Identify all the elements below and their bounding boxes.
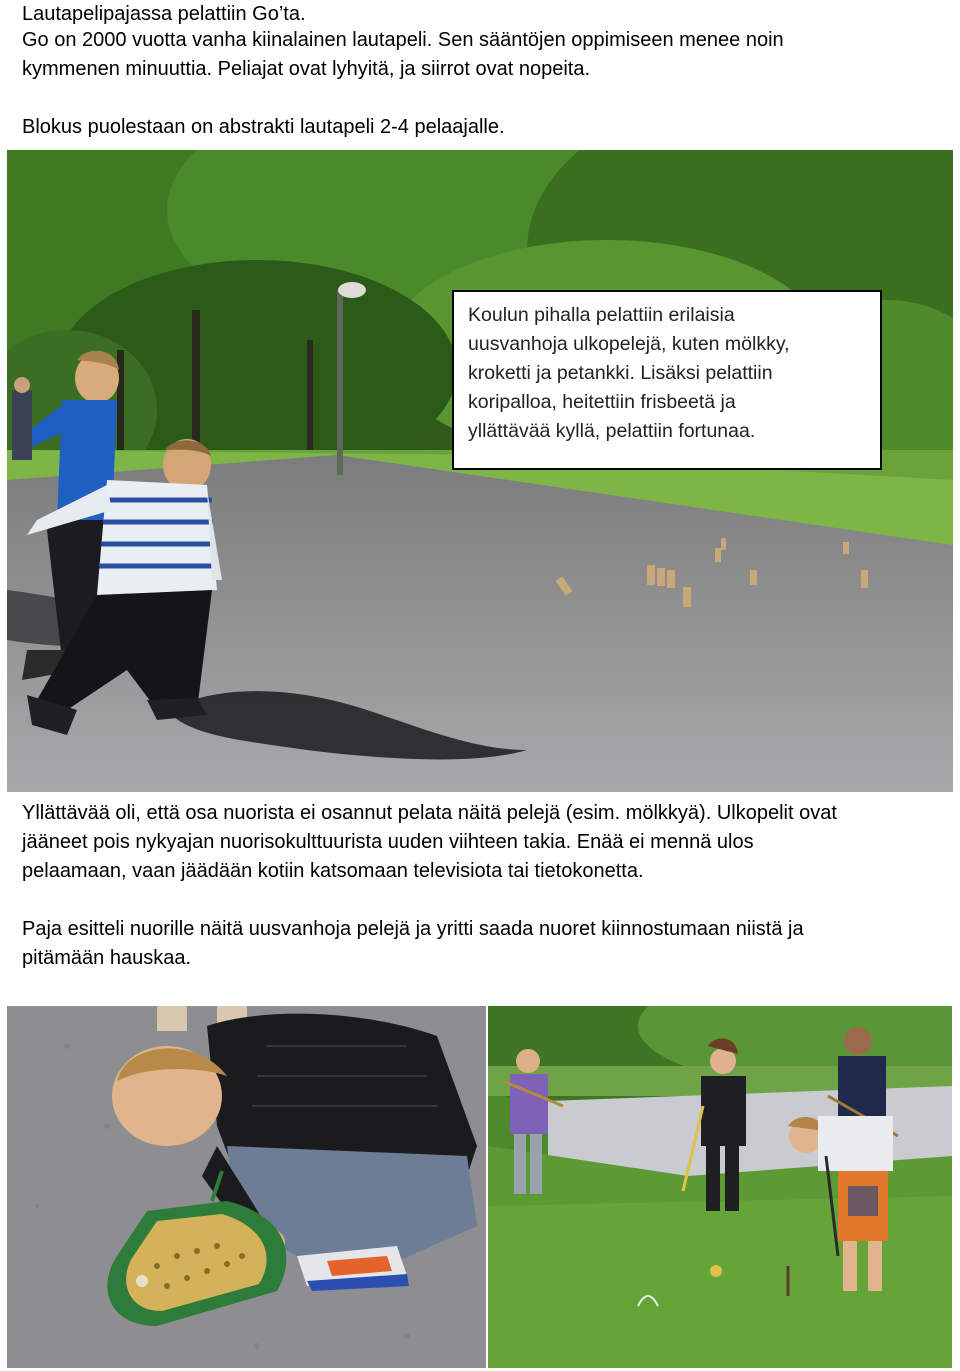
intro-line-3: kymmenen minuuttia. Peliajat ovat lyhyitä, ja siirrot ovat nopeita. (22, 58, 591, 80)
caption-line-4: koripalloa, heitettiin frisbeetä ja (468, 391, 736, 413)
blokus-line: Blokus puolestaan on abstrakti lautapeli 2-4 pelaajalle. (22, 116, 505, 138)
para1-line-3: pelaamaan, vaan jäädään kotiin katsomaan televisiota tai tietokonetta. (22, 860, 644, 882)
caption-line-5: yllättävää kyllä, pelattiin fortunaa. (468, 420, 756, 442)
intro-line-1: Lautapelipajassa pelattiin Go’ta. (22, 3, 306, 25)
para2-line-2: pitämään hauskaa. (22, 947, 192, 969)
caption-line-2: uusvanhoja ulkopelejä, kuten mölkky, (468, 333, 790, 355)
intro-line-2: Go on 2000 vuotta vanha kiinalainen lautapeli. Sen sääntöjen oppimiseen menee noin (22, 29, 784, 51)
para2-line-1: Paja esitteli nuorille näitä uusvanhoja pelejä ja yritti saada nuoret kiinnostumaan niistä ja (22, 918, 804, 940)
caption-line-1: Koulun pihalla pelattiin erilaisia (468, 304, 735, 326)
para1-line-2: jääneet pois nykyajan nuorisokulttuurista uuden viihteen takia. Enää ei mennä ulos (22, 831, 754, 853)
caption-line-3: kroketti ja petankki. Lisäksi pelattiin (468, 362, 773, 384)
fortuna-photo (7, 1006, 486, 1368)
croquet-photo (488, 1006, 952, 1368)
caption-box (452, 290, 882, 470)
para1-line-1: Yllättävää oli, että osa nuorista ei osannut pelata näitä pelejä (esim. mölkkyä). Ulkopelit ovat (22, 802, 837, 824)
molkky-photo (7, 150, 953, 792)
